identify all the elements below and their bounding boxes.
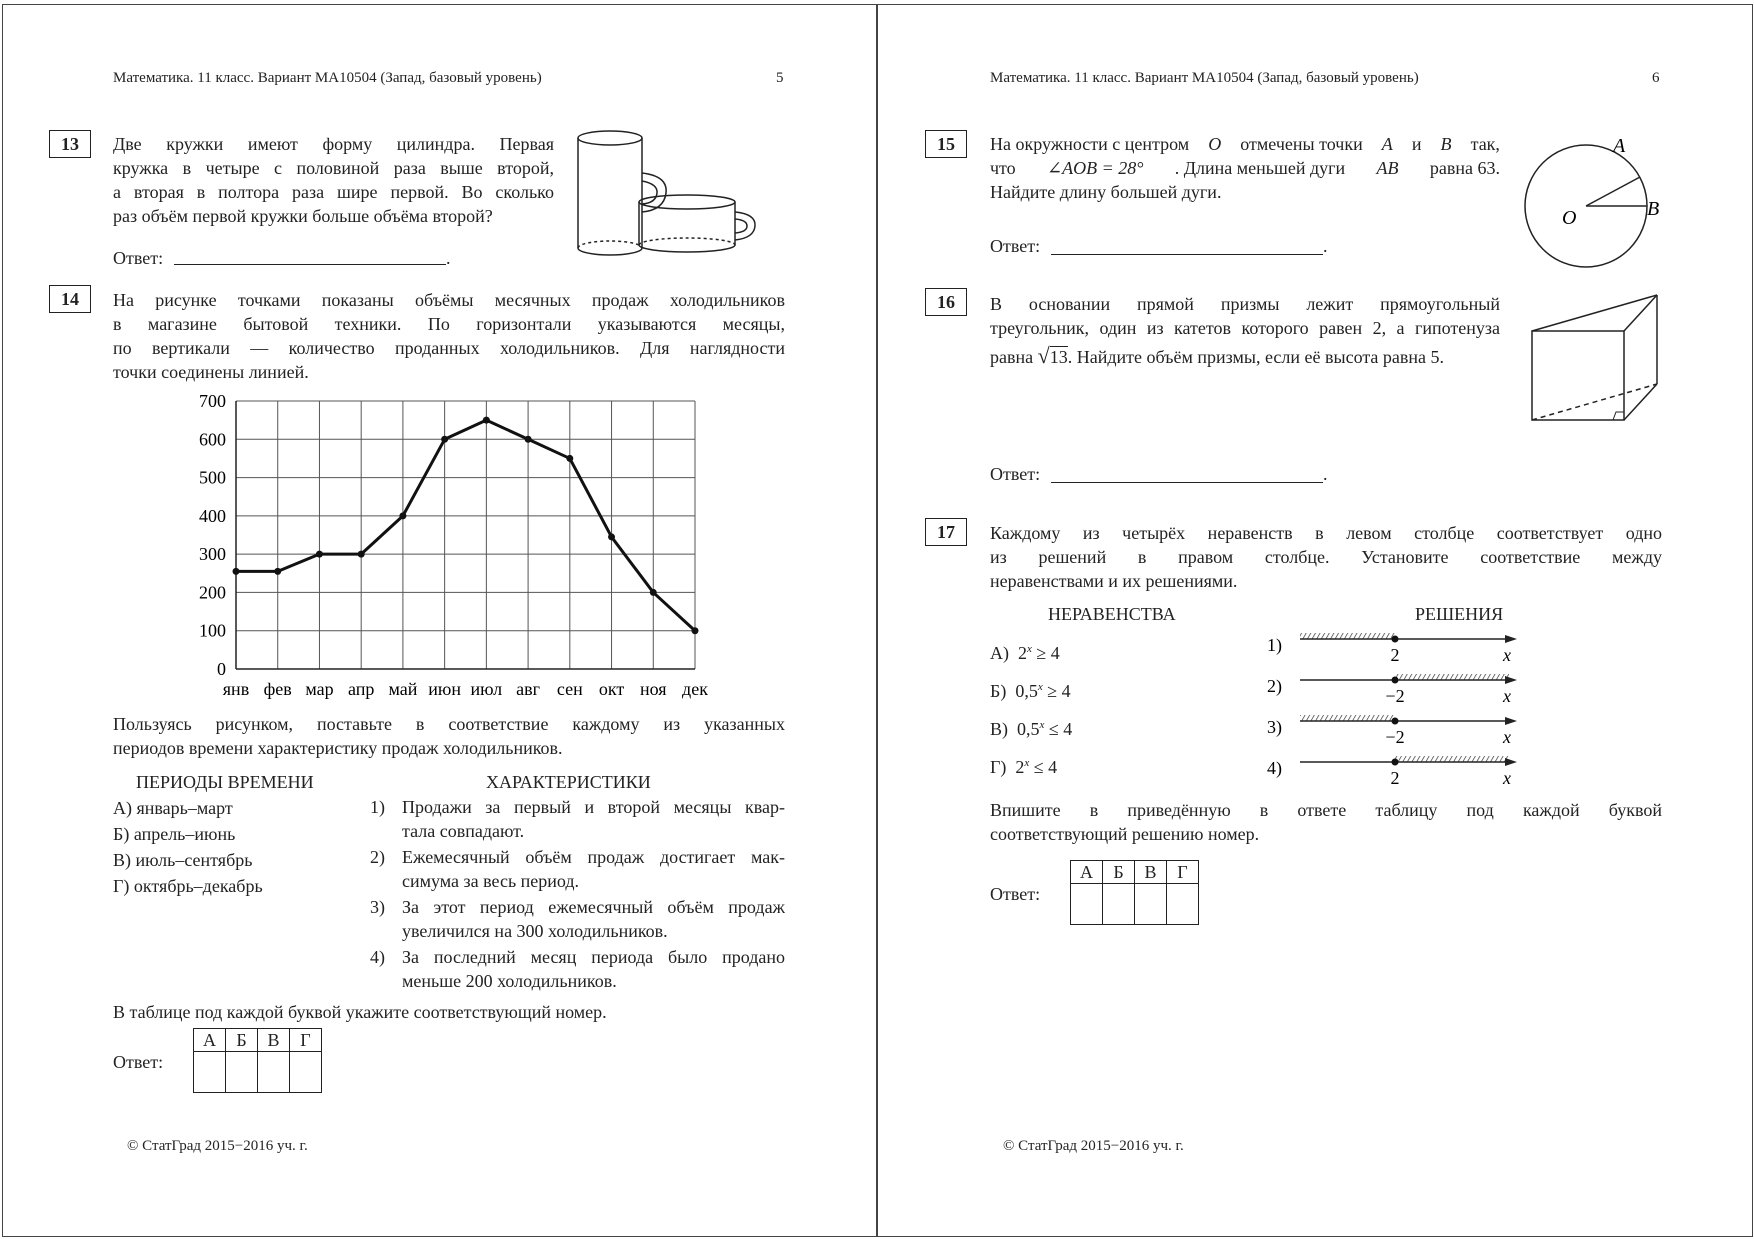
- solution-point: [1392, 677, 1399, 684]
- periods-title: ПЕРИОДЫ ВРЕМЕНИ: [136, 772, 314, 792]
- left-page-header: Математика. 11 класс. Вариант МА10504 (Запад, базовый уровень): [113, 70, 542, 86]
- mugs-figure: [570, 128, 790, 258]
- axis-variable-label: x: [1503, 727, 1511, 747]
- x-tick-label: май: [388, 679, 418, 699]
- question-13-text: [113, 132, 554, 228]
- solution-shading: [1300, 715, 1395, 721]
- prism-figure: [1520, 290, 1670, 440]
- q15-text: так,: [1470, 134, 1500, 154]
- x-tick-label: янв: [222, 679, 250, 699]
- q15-angle: ∠AOB = 28°: [1047, 158, 1144, 178]
- solution-number: 2): [1267, 676, 1282, 696]
- q14-after-line: Пользуясь рисунком, поставьте в соответствие каждому из указанных: [113, 714, 785, 734]
- arrow-head: [1505, 758, 1517, 766]
- q13-line: а вторая в полтора раза шире первой. Во сколько: [113, 182, 554, 202]
- q13-answer-dot: .: [446, 248, 451, 268]
- characteristics-title: ХАРАКТЕРИСТИКИ: [486, 772, 651, 792]
- y-tick-label: 500: [199, 467, 226, 488]
- ineq-label: Б): [990, 681, 1007, 701]
- circle-label-a: A: [1613, 135, 1626, 157]
- q13-line: раз объём первой кружки больше объёма второй?: [113, 206, 493, 226]
- q17-answer-cell[interactable]: [1071, 884, 1103, 925]
- q17-table-header: В: [1135, 861, 1167, 884]
- question-17-text: [990, 521, 1662, 593]
- data-point: [441, 436, 448, 443]
- left-page-number: 5: [776, 70, 784, 86]
- solution-row: [1267, 674, 1517, 706]
- q13-answer-label: Ответ:: [113, 248, 164, 268]
- q14-line: по вертикали — количество проданных холодильников. Для наглядности: [113, 338, 785, 358]
- question-17-number: 17: [925, 518, 967, 546]
- circle-figure: [1510, 130, 1670, 280]
- inequalities-title: НЕРАВЕНСТВА: [1048, 604, 1176, 624]
- q16-answer-label: Ответ:: [990, 464, 1041, 484]
- y-tick-label: 100: [199, 620, 226, 641]
- solution-point-label: 2: [1390, 645, 1400, 665]
- q16-line: В основании прямой призмы лежит прямоугольный: [990, 294, 1500, 314]
- data-point: [608, 533, 615, 540]
- ineq-label: В): [990, 719, 1008, 739]
- q13-line: кружка в четыре с половиной раза выше второй,: [113, 158, 554, 178]
- char-number: 4): [370, 947, 385, 967]
- q15-center-label: O: [1208, 134, 1222, 154]
- solution-row: [1267, 633, 1517, 665]
- sqrt-sign: √: [1037, 343, 1050, 368]
- sqrt-value: 13: [1049, 347, 1068, 367]
- question-16-text: [990, 292, 1500, 369]
- q15-point-a: A: [1381, 134, 1393, 154]
- question-15-number: 15: [925, 130, 967, 158]
- char-number: 2): [370, 847, 385, 867]
- solution-point: [1392, 718, 1399, 725]
- characteristic-item: [370, 845, 785, 893]
- solution-point-label: −2: [1385, 727, 1405, 747]
- y-tick-label: 300: [199, 544, 226, 565]
- q13-answer-line[interactable]: [174, 264, 446, 265]
- data-point: [316, 551, 323, 558]
- arrow-head: [1505, 717, 1517, 725]
- data-point: [483, 417, 490, 424]
- y-tick-label: 200: [199, 582, 226, 603]
- inequality-item: [990, 632, 1072, 670]
- q15-line-2: [990, 156, 1500, 180]
- solution-number: 4): [1267, 758, 1282, 778]
- inequalities-list: [990, 632, 1072, 784]
- ineq-base: 2: [1018, 643, 1027, 663]
- q17-table-header: Б: [1103, 861, 1135, 884]
- q14-line: точки соединены линией.: [113, 362, 309, 382]
- char-number: 3): [370, 897, 385, 917]
- inequality-item: [990, 670, 1072, 708]
- ineq-base: 0,5: [1015, 681, 1038, 701]
- q15-answer-dot: .: [1323, 236, 1328, 256]
- char-line: За последний месяц периода было продано: [402, 947, 785, 967]
- period-item: Б) апрель–июнь: [113, 824, 236, 844]
- q16-answer-dot: .: [1323, 464, 1328, 484]
- q17-after-text: [990, 798, 1662, 846]
- period-item: А) январь–март: [113, 798, 233, 818]
- char-line: симума за весь период.: [402, 871, 580, 891]
- y-tick-label: 400: [199, 505, 226, 526]
- solution-point-label: 2: [1390, 768, 1400, 788]
- q14-answer-label: Ответ:: [113, 1052, 164, 1072]
- char-line: Ежемесячный объём продаж достигает мак-: [402, 847, 785, 867]
- y-tick-label: 0: [217, 659, 226, 679]
- inequality-item: [990, 708, 1072, 746]
- solution-number: 1): [1267, 635, 1282, 655]
- q13-line: Две кружки имеют форму цилиндра. Первая: [113, 134, 554, 154]
- y-tick-label: 600: [199, 429, 226, 450]
- q17-after-line: соответствующий решению номер.: [990, 824, 1260, 844]
- solutions-number-lines: [1255, 625, 1525, 790]
- question-14-text: [113, 288, 785, 384]
- char-line: Продажи за первый и второй месяцы квар-: [402, 797, 785, 817]
- arrow-head: [1505, 635, 1517, 643]
- q17-table-header: А: [1071, 861, 1103, 884]
- q14-table-header: Г: [290, 1029, 322, 1052]
- mug1-top: [578, 131, 642, 145]
- q17-answer-cell[interactable]: [1167, 884, 1199, 925]
- data-point: [566, 455, 573, 462]
- x-tick-label: фев: [263, 679, 292, 699]
- x-tick-label: мар: [305, 679, 334, 699]
- q14-table-header: Б: [226, 1029, 258, 1052]
- solution-row: [1267, 715, 1517, 747]
- data-point: [274, 568, 281, 575]
- q17-line: из решений в правом столбце. Установите соответствие между: [990, 547, 1662, 567]
- q15-text: На окружности с центром: [990, 134, 1190, 154]
- x-tick-label: июл: [470, 679, 503, 699]
- char-line: меньше 200 холодильников.: [402, 971, 617, 991]
- ineq-base: 2: [1015, 757, 1025, 777]
- question-14-number: 14: [49, 285, 91, 313]
- data-point: [233, 568, 240, 575]
- circle-label-o: O: [1562, 207, 1577, 229]
- circle-label-b: B: [1647, 198, 1660, 220]
- period-item: В) июль–сентябрь: [113, 850, 253, 870]
- q15-arc: AB: [1376, 158, 1399, 178]
- q15-answer-line[interactable]: [1051, 254, 1323, 255]
- q14-answer-cell[interactable]: [290, 1052, 322, 1093]
- data-point: [650, 589, 657, 596]
- solutions-title: РЕШЕНИЯ: [1415, 604, 1504, 624]
- question-16-number: 16: [925, 288, 967, 316]
- characteristic-item: [370, 895, 785, 943]
- q17-after-line: Впишите в приведённую в ответе таблицу под каждой буквой: [990, 800, 1662, 820]
- char-line: За этот период ежемесячный объём продаж: [402, 897, 785, 917]
- char-number: 1): [370, 797, 385, 817]
- inequality-item: [990, 746, 1072, 784]
- x-tick-label: июн: [428, 679, 461, 699]
- question-15-text: [990, 132, 1500, 204]
- data-point: [399, 512, 406, 519]
- solution-shading: [1395, 674, 1509, 680]
- data-point: [692, 627, 699, 634]
- q17-answer-label: Ответ:: [990, 884, 1041, 904]
- q16-text: . Найдите объём призмы, если её высота равна 5.: [1067, 347, 1445, 367]
- q16-line: треугольник, один из катетов которого равен 2, а гипотенуза: [990, 318, 1500, 338]
- q15-text: что: [990, 158, 1016, 178]
- axis-variable-label: x: [1503, 768, 1511, 788]
- ineq-rel: ≤ 4: [1048, 719, 1073, 739]
- question-13-number: 13: [49, 130, 91, 158]
- solution-number: 3): [1267, 717, 1282, 737]
- ineq-base: 0,5: [1017, 719, 1040, 739]
- mug2-top: [639, 195, 735, 209]
- solution-shading: [1395, 756, 1509, 762]
- char-line: увеличился на 300 холодильников.: [402, 921, 668, 941]
- sales-series-line: [236, 420, 695, 631]
- q14-table-instruction: В таблице под каждой буквой укажите соответствующий номер.: [113, 1002, 607, 1022]
- right-page-header: Математика. 11 класс. Вариант МА10504 (Запад, базовый уровень): [990, 70, 1419, 86]
- q15-answer-label: Ответ:: [990, 236, 1041, 256]
- solution-row: [1267, 756, 1517, 788]
- right-page-number: 6: [1652, 70, 1660, 86]
- ineq-rel: ≤ 4: [1033, 757, 1058, 777]
- x-tick-label: ноя: [639, 679, 667, 699]
- q14-answer-cell[interactable]: [194, 1052, 226, 1093]
- ineq-exp: x: [1037, 681, 1043, 693]
- char-line: тала совпадают.: [402, 821, 525, 841]
- q16-text: равна: [990, 347, 1034, 367]
- ineq-label: А): [990, 643, 1009, 663]
- solution-point-label: −2: [1385, 686, 1405, 706]
- q14-table-header: В: [258, 1029, 290, 1052]
- right-page-footer: © СтатГрад 2015−2016 уч. г.: [1003, 1138, 1184, 1154]
- solution-point: [1392, 636, 1399, 643]
- q14-answer-table: [193, 1028, 322, 1093]
- q14-line: На рисунке точками показаны объёмы месячных продаж холодильников: [113, 290, 785, 310]
- left-page-footer: © СтатГрад 2015−2016 уч. г.: [127, 1138, 308, 1154]
- x-tick-label: апр: [347, 679, 375, 699]
- periods-list: [113, 795, 263, 899]
- arrow-head: [1505, 676, 1517, 684]
- q15-text: равна 63.: [1429, 158, 1500, 178]
- q14-line: в магазине бытовой техники. По горизонтали указываются месяцы,: [113, 314, 785, 334]
- period-item: Г) октябрь–декабрь: [113, 876, 263, 896]
- q15-line-1: [990, 132, 1500, 156]
- data-point: [358, 551, 365, 558]
- q15-point-b: B: [1440, 134, 1452, 154]
- q15-text: и: [1411, 134, 1422, 154]
- x-tick-label: окт: [598, 679, 625, 699]
- ineq-rel: ≥ 4: [1047, 681, 1071, 701]
- q15-line-3: Найдите длину большей дуги.: [990, 182, 1222, 202]
- q17-line: Каждому из четырёх неравенств в левом столбце соответствует одно: [990, 523, 1662, 543]
- y-tick-label: 700: [199, 391, 226, 411]
- axis-variable-label: x: [1503, 645, 1511, 665]
- q17-answer-table: [1070, 860, 1199, 925]
- ineq-exp: x: [1039, 719, 1045, 731]
- q16-line-3: [990, 344, 1500, 369]
- ineq-label: Г): [990, 757, 1007, 777]
- sales-chart: [180, 386, 740, 706]
- q17-answer-cell[interactable]: [1103, 884, 1135, 925]
- ineq-exp: x: [1027, 643, 1032, 655]
- q17-line: неравенствами и их решениями.: [990, 571, 1238, 591]
- q16-answer-line[interactable]: [1051, 482, 1323, 483]
- q15-text: отмечены точки: [1240, 134, 1363, 154]
- ineq-rel: ≥ 4: [1036, 643, 1060, 663]
- characteristic-item: [370, 795, 785, 843]
- axis-variable-label: x: [1503, 686, 1511, 706]
- q14-after-text: [113, 712, 785, 760]
- q14-table-header: А: [194, 1029, 226, 1052]
- x-tick-label: сен: [556, 679, 583, 699]
- characteristics-list: [370, 795, 785, 993]
- solution-shading: [1300, 633, 1395, 639]
- solution-point: [1392, 759, 1399, 766]
- q14-answer-cell[interactable]: [258, 1052, 290, 1093]
- characteristic-item: [370, 945, 785, 993]
- q14-after-line: периодов времени характеристику продаж холодильников.: [113, 738, 563, 758]
- q14-answer-cell[interactable]: [226, 1052, 258, 1093]
- data-point: [525, 436, 532, 443]
- q17-table-header: Г: [1167, 861, 1199, 884]
- x-tick-label: авг: [516, 679, 541, 699]
- x-tick-label: дек: [682, 679, 708, 699]
- ineq-exp: x: [1024, 757, 1030, 769]
- q15-text: . Длина меньшей дуги: [1174, 158, 1346, 178]
- q17-answer-cell[interactable]: [1135, 884, 1167, 925]
